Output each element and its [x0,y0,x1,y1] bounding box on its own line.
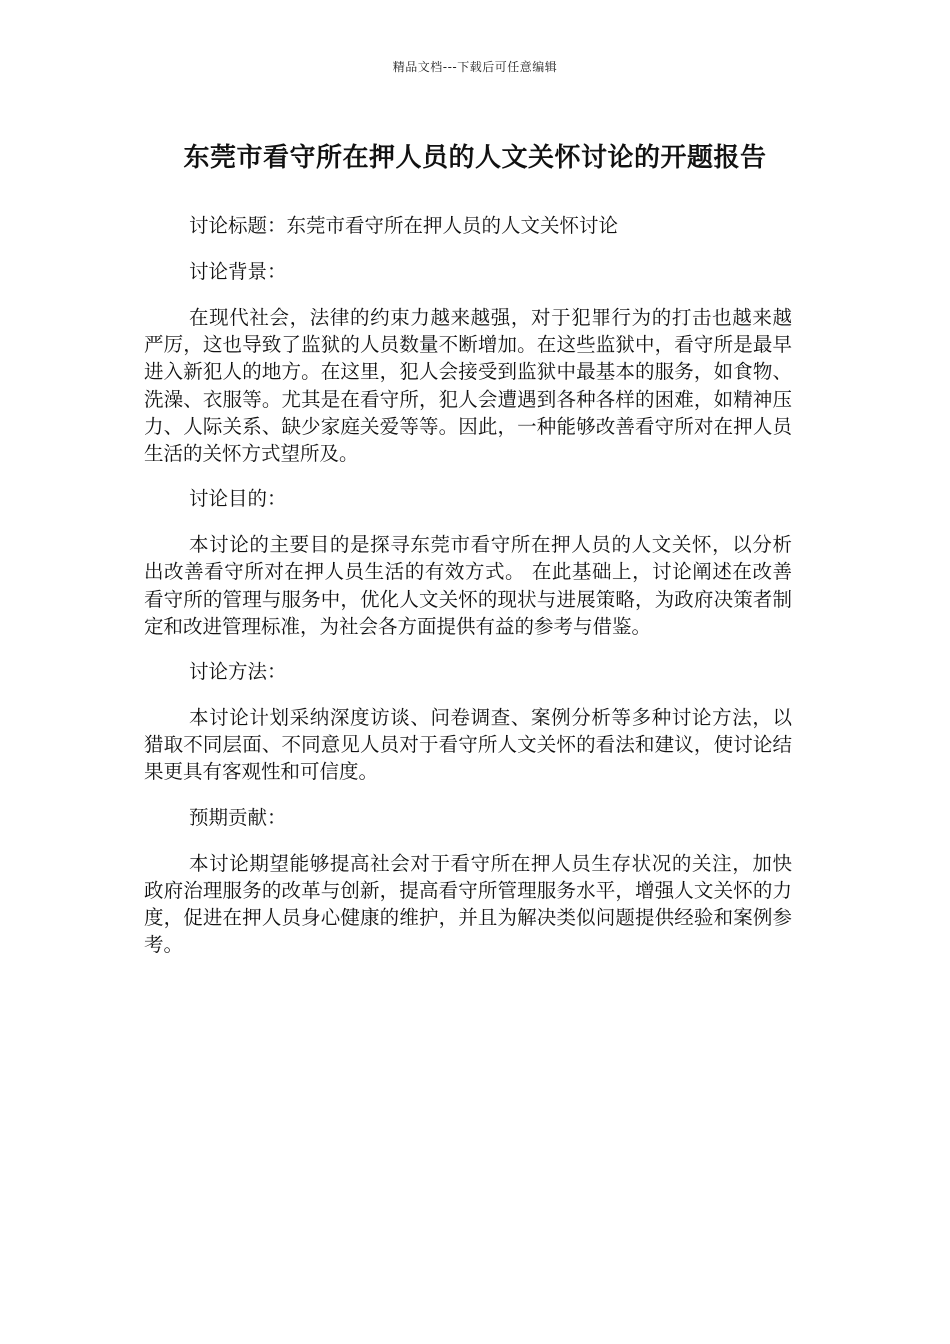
contribution-heading: 预期贡献： [189,805,287,829]
purpose-paragraph: 本讨论的主要目的是探寻东莞市看守所在押人员的人文关怀，以分析出改善看守所对在押人员生活的有效方式。 在此基础上，讨论阐述在改善看守所的管理与服务中，优化人文关怀的现状与进展策略，为政府决策者制定和改进管理标准，为社会各方面提供有益的参考与借鉴。 [144,533,792,638]
background-heading: 讨论背景： [189,260,287,283]
background-paragraph: 在现代社会，法律的约束力越来越强，对于犯罪行为的打击也越来越严厉，这也导致了监狱的人员数量不断增加。在这些监狱中，看守所是最早进入新犯人的地方。在这里，犯人会接受到监狱中最基本的服务，如食物、洗澡、衣服等。尤其是在看守所，犯人会遭遇到各种各样的困难，如精神压力、人际关系、缺少家庭关爱等等。因此，一种能够改善看守所对在押人员生活的关怀方式望所及。 [144,306,792,466]
method-paragraph: 本讨论计划采纳深度访谈、问卷调查、案例分析等多种讨论方法，以猎取不同层面、不同意见人员对于看守所人文关怀的看法和建议，使讨论结果更具有客观性和可信度。 [144,706,792,784]
document-body [144,212,792,976]
method-heading: 讨论方法： [189,660,287,684]
contribution-paragraph: 本讨论期望能够提高社会对于看守所在押人员生存状况的关注，加快政府治理服务的改革与创新，提高看守所管理服务水平，增强人文关怀的力度，促进在押人员身心健康的维护，并且为解决类似问题提供经验和案例参考。 [144,851,792,957]
document-title: 东莞市看守所在押人员的人文关怀讨论的开题报告 [183,143,767,173]
purpose-heading: 讨论目的： [189,487,287,511]
header-note: 精品文档---下载后可任意编辑 [392,60,558,74]
topic-line: 讨论标题：东莞市看守所在押人员的人文关怀讨论 [189,214,619,237]
